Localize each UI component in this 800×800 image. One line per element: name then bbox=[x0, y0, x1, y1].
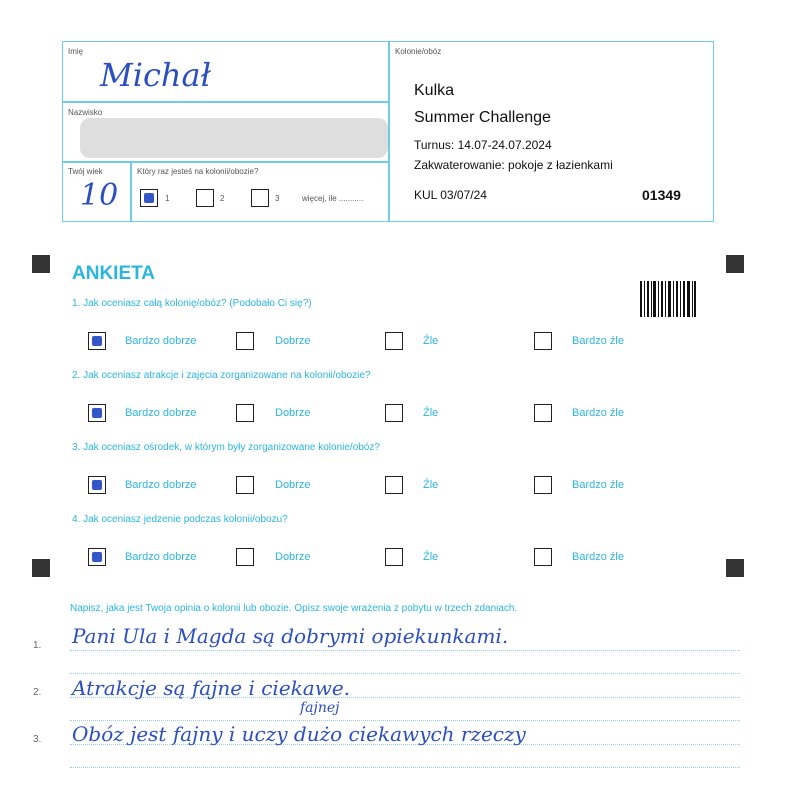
alignment-marker-tl bbox=[32, 255, 50, 273]
camp-code: KUL 03/07/24 bbox=[414, 188, 487, 202]
q1-option-1-checkbox[interactable] bbox=[88, 332, 106, 350]
q2-option-3-checkbox[interactable] bbox=[385, 404, 403, 422]
survey-title: ANKIETA bbox=[72, 263, 156, 284]
camp-label: Kolonie/obóz bbox=[395, 47, 442, 56]
answer-line-1 bbox=[70, 650, 740, 651]
age-label: Twój wiek bbox=[68, 167, 103, 176]
line-number-3: 3. bbox=[33, 734, 42, 745]
q4-option-1-label: Bardzo dobrze bbox=[125, 551, 197, 563]
which-time-option-3: 3 bbox=[275, 194, 280, 203]
q2-option-4-label: Bardzo źle bbox=[572, 407, 624, 419]
q2-option-2-label: Dobrze bbox=[275, 407, 311, 419]
camp-program: Summer Challenge bbox=[414, 109, 551, 126]
which-time-checkbox-2[interactable] bbox=[196, 189, 214, 207]
answer-subline-2 bbox=[70, 720, 740, 721]
answer-subline-3 bbox=[70, 767, 740, 768]
form-number: 01349 bbox=[642, 187, 681, 203]
q3-option-2-label: Dobrze bbox=[275, 479, 311, 491]
alignment-marker-tr bbox=[726, 255, 744, 273]
q4-option-4-label: Bardzo źle bbox=[572, 551, 624, 563]
opinion-prompt: Napisz, jaka jest Twoja opinia o kolonii lub obozie. Opisz swoje wrażenia z pobytu w trzech zdaniach. bbox=[70, 603, 518, 614]
which-time-more: więcej, ile ........... bbox=[302, 194, 364, 203]
q1-option-3-label: Źle bbox=[423, 335, 439, 347]
line-number-2: 2. bbox=[33, 687, 42, 698]
q1-option-2-label: Dobrze bbox=[275, 335, 311, 347]
answer-text-2: Atrakcje są fajne i ciekawe. bbox=[72, 676, 351, 700]
q4-option-3-checkbox[interactable] bbox=[385, 548, 403, 566]
q4-option-2-label: Dobrze bbox=[275, 551, 311, 563]
name-label: Imię bbox=[68, 47, 84, 56]
answer-text-1: Pani Ula i Magda są dobrymi opiekunkami. bbox=[72, 624, 509, 648]
q2-option-4-checkbox[interactable] bbox=[534, 404, 552, 422]
question-3: 3. Jak oceniasz ośrodek, w którym były zorganizowane kolonie/obóz? bbox=[72, 442, 380, 453]
alignment-marker-br bbox=[726, 559, 744, 577]
answer-text-3: Obóz jest fajny i uczy dużo ciekawych rzeczy bbox=[72, 722, 526, 746]
which-time-label: Który raz jesteś na kolonii/obozie? bbox=[137, 167, 259, 176]
surname-redaction bbox=[80, 118, 388, 158]
q2-option-1-label: Bardzo dobrze bbox=[125, 407, 197, 419]
q4-option-1-checkbox[interactable] bbox=[88, 548, 106, 566]
answer-insertion: fajnej bbox=[300, 700, 340, 716]
camp-name: Kulka bbox=[414, 82, 455, 99]
answer-subline-1 bbox=[70, 673, 740, 674]
name-value: Michał bbox=[100, 56, 211, 94]
q3-option-2-checkbox[interactable] bbox=[236, 476, 254, 494]
q3-option-3-checkbox[interactable] bbox=[385, 476, 403, 494]
q2-option-3-label: Źle bbox=[423, 407, 439, 419]
q1-option-3-checkbox[interactable] bbox=[385, 332, 403, 350]
q1-option-4-label: Bardzo źle bbox=[572, 335, 624, 347]
q1-option-4-checkbox[interactable] bbox=[534, 332, 552, 350]
q3-option-1-label: Bardzo dobrze bbox=[125, 479, 197, 491]
q3-option-3-label: Źle bbox=[423, 479, 439, 491]
surname-label: Nazwisko bbox=[68, 108, 103, 117]
q3-option-4-checkbox[interactable] bbox=[534, 476, 552, 494]
accommodation: Zakwaterowanie: pokoje z łazienkami bbox=[414, 158, 613, 172]
q2-option-1-checkbox[interactable] bbox=[88, 404, 106, 422]
q1-option-1-label: Bardzo dobrze bbox=[125, 335, 197, 347]
age-value: 10 bbox=[80, 178, 119, 213]
question-4: 4. Jak oceniasz jedzenie podczas kolonii/obozu? bbox=[72, 514, 288, 525]
q4-option-2-checkbox[interactable] bbox=[236, 548, 254, 566]
q3-option-4-label: Bardzo źle bbox=[572, 479, 624, 491]
q1-option-2-checkbox[interactable] bbox=[236, 332, 254, 350]
q4-option-4-checkbox[interactable] bbox=[534, 548, 552, 566]
q2-option-2-checkbox[interactable] bbox=[236, 404, 254, 422]
turnus: Turnus: 14.07-24.07.2024 bbox=[414, 138, 552, 152]
q3-option-1-checkbox[interactable] bbox=[88, 476, 106, 494]
which-time-checkbox-3[interactable] bbox=[251, 189, 269, 207]
which-time-option-1: 1 bbox=[165, 194, 170, 203]
question-2: 2. Jak oceniasz atrakcje i zajęcia zorganizowane na kolonii/obozie? bbox=[72, 370, 371, 381]
alignment-marker-bl bbox=[32, 559, 50, 577]
barcode-icon bbox=[640, 281, 696, 317]
line-number-1: 1. bbox=[33, 640, 42, 651]
question-1: 1. Jak oceniasz całą kolonię/obóz? (Podobało Ci się?) bbox=[72, 298, 312, 309]
which-time-checkbox-1[interactable] bbox=[140, 189, 158, 207]
q4-option-3-label: Źle bbox=[423, 551, 439, 563]
which-time-option-2: 2 bbox=[220, 194, 225, 203]
